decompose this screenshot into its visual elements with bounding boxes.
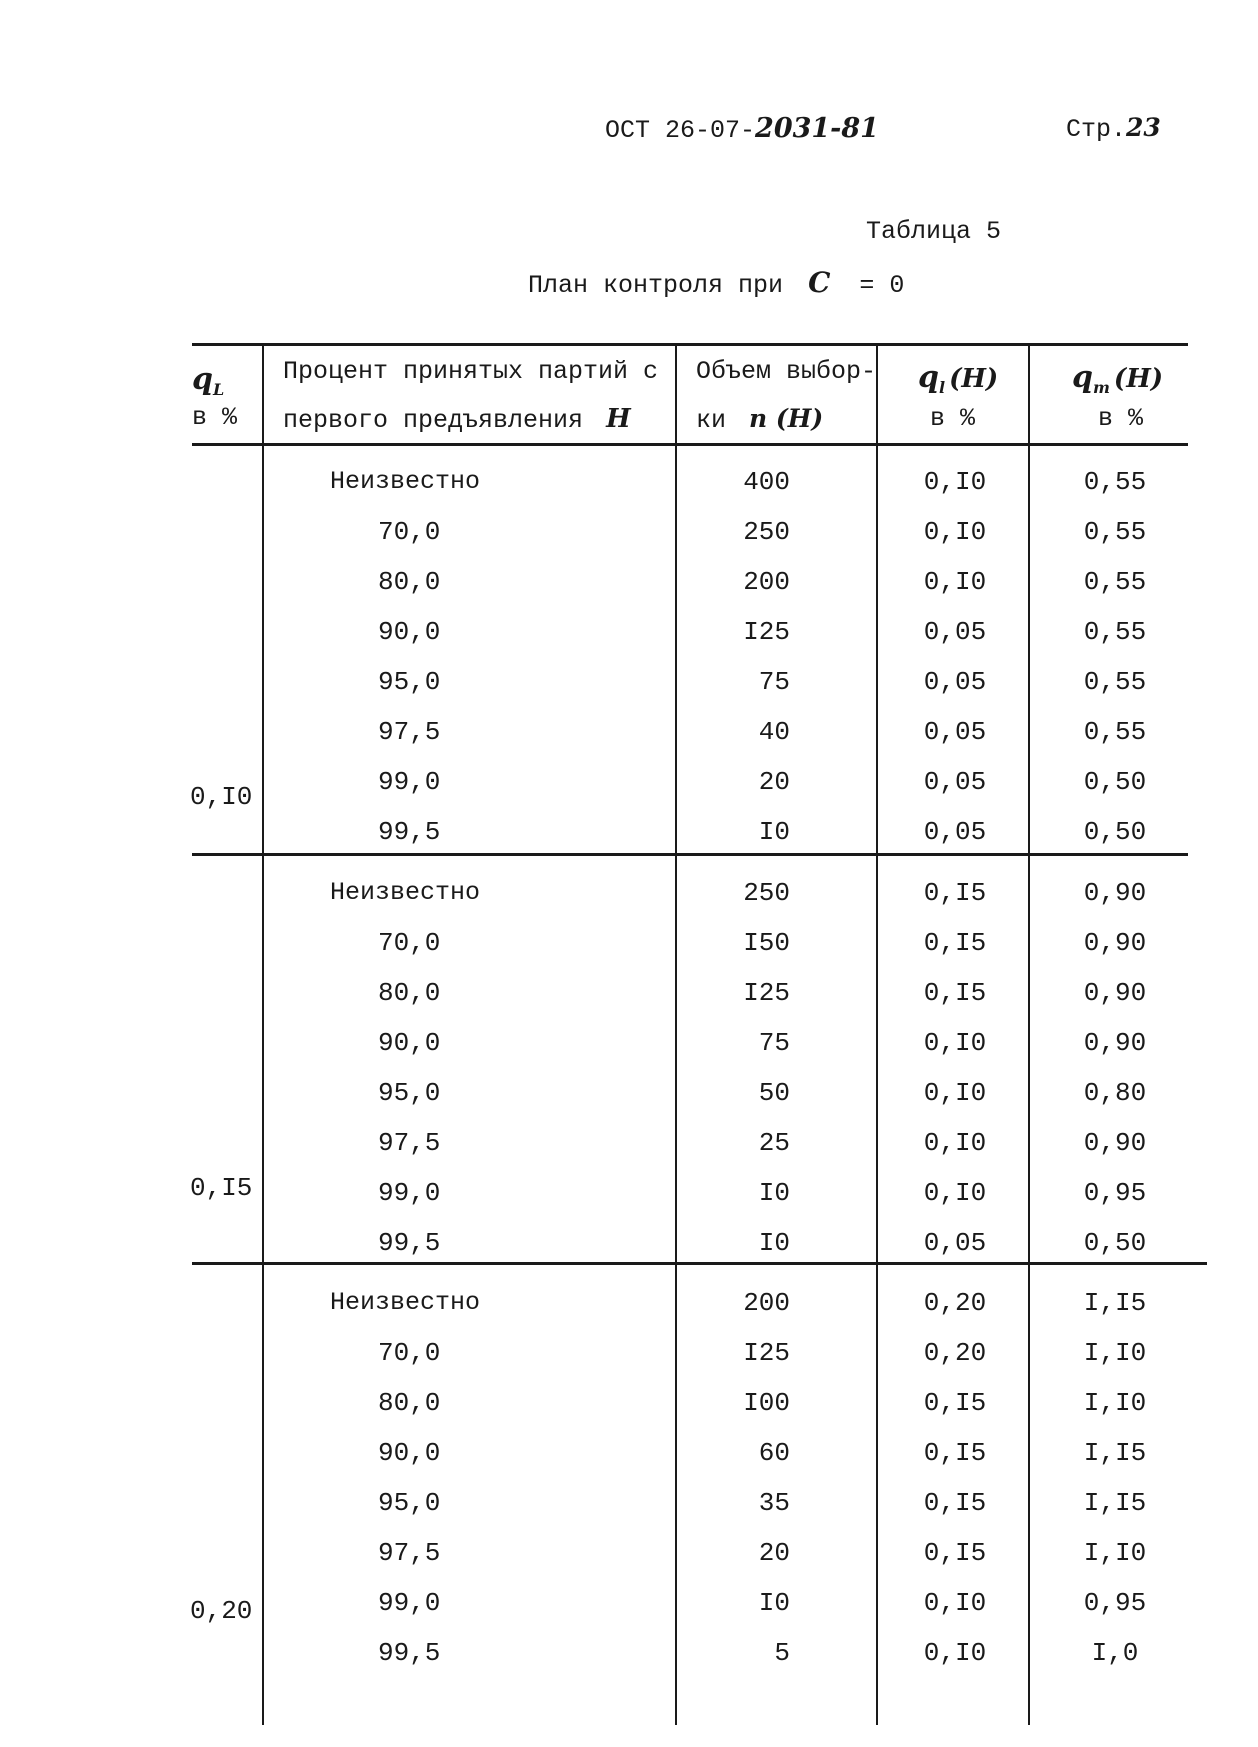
header-qlh-unit: в % bbox=[930, 404, 976, 433]
cell-acceptance-percent: 95,0 bbox=[378, 1078, 441, 1108]
header-sample-line2 bbox=[696, 404, 823, 435]
document-code-number: 2031-81 bbox=[755, 113, 879, 144]
cell-sample-size: I25 bbox=[743, 617, 790, 647]
group-divider bbox=[192, 853, 1188, 856]
cell-acceptance-percent: 80,0 bbox=[378, 1388, 441, 1418]
table-header-rule bbox=[192, 443, 1188, 446]
header-qmh bbox=[1072, 360, 1163, 397]
cell-qmh: 0,95 bbox=[1083, 1178, 1147, 1208]
cell-qmh: I,I5 bbox=[1083, 1288, 1147, 1318]
document-code-prefix: ОСТ 26-07- bbox=[605, 116, 756, 145]
cell-qlh: 0,I0 bbox=[923, 1638, 987, 1668]
cell-sample-size: I25 bbox=[743, 978, 790, 1008]
cell-qmh: 0,55 bbox=[1083, 567, 1147, 597]
cell-sample-size: I00 bbox=[743, 1388, 790, 1418]
cell-qlh: 0,I0 bbox=[923, 517, 987, 547]
cell-acceptance-percent: 99,0 bbox=[378, 767, 441, 797]
cell-qlh: 0,I0 bbox=[923, 1128, 987, 1158]
page-number-prefix: Стр. bbox=[1066, 115, 1127, 144]
cell-sample-size: 75 bbox=[758, 667, 790, 697]
cell-qlh: 0,I5 bbox=[923, 1488, 987, 1518]
plan-title bbox=[528, 266, 904, 300]
header-qmh-arg: (H) bbox=[1113, 364, 1164, 394]
cell-acceptance-percent: 95,0 bbox=[378, 1488, 441, 1518]
header-ql-subscript: L bbox=[212, 380, 225, 400]
cell-sample-size: 20 bbox=[758, 767, 790, 797]
header-percent-line2 bbox=[283, 404, 631, 435]
header-sample-variable: n (H) bbox=[749, 404, 824, 433]
cell-qlh: 0,05 bbox=[923, 767, 987, 797]
header-percent-line1: Процент принятых партий с bbox=[283, 357, 659, 386]
cell-qlh: 0,20 bbox=[923, 1288, 987, 1318]
cell-acceptance-percent: Неизвестно bbox=[330, 1288, 481, 1317]
column-rule bbox=[1028, 345, 1030, 1725]
cell-acceptance-percent: 97,5 bbox=[378, 717, 441, 747]
cell-acceptance-percent: 99,5 bbox=[378, 817, 441, 847]
cell-sample-size: I0 bbox=[758, 1588, 790, 1618]
column-rule bbox=[675, 345, 677, 1725]
cell-sample-size: 35 bbox=[758, 1488, 790, 1518]
cell-sample-size: 40 bbox=[758, 717, 790, 747]
cell-sample-size: 25 bbox=[758, 1128, 790, 1158]
header-qlh-symbol: q bbox=[918, 360, 939, 395]
cell-qlh: 0,I0 bbox=[923, 467, 987, 497]
cell-sample-size: 250 bbox=[743, 878, 790, 908]
cell-acceptance-percent: 99,5 bbox=[378, 1638, 441, 1668]
cell-qlh: 0,I0 bbox=[923, 567, 987, 597]
cell-qmh: I,I0 bbox=[1083, 1388, 1147, 1418]
cell-qmh: 0,50 bbox=[1083, 1228, 1147, 1258]
cell-qlh: 0,I0 bbox=[923, 1028, 987, 1058]
cell-qmh: I,I0 bbox=[1083, 1338, 1147, 1368]
cell-acceptance-percent: 70,0 bbox=[378, 928, 441, 958]
cell-qmh: 0,80 bbox=[1083, 1078, 1147, 1108]
group-ql-value: 0,I5 bbox=[190, 1173, 253, 1203]
cell-sample-size: I50 bbox=[743, 928, 790, 958]
header-ql bbox=[192, 362, 224, 399]
cell-qmh: I,I5 bbox=[1083, 1488, 1147, 1518]
cell-qlh: 0,20 bbox=[923, 1338, 987, 1368]
cell-sample-size: 50 bbox=[758, 1078, 790, 1108]
cell-acceptance-percent: 99,5 bbox=[378, 1228, 441, 1258]
cell-qlh: 0,05 bbox=[923, 1228, 987, 1258]
cell-qmh: 0,55 bbox=[1083, 617, 1147, 647]
plan-title-prefix: План контроля при bbox=[528, 271, 784, 300]
header-qmh-symbol: q bbox=[1072, 360, 1093, 395]
cell-sample-size: 200 bbox=[743, 567, 790, 597]
group-ql-value: 0,I0 bbox=[190, 782, 253, 812]
cell-acceptance-percent: 97,5 bbox=[378, 1128, 441, 1158]
cell-acceptance-percent: 70,0 bbox=[378, 517, 441, 547]
cell-sample-size: I0 bbox=[758, 1228, 790, 1258]
plan-title-suffix: = 0 bbox=[859, 271, 905, 300]
cell-sample-size: 20 bbox=[758, 1538, 790, 1568]
cell-acceptance-percent: 97,5 bbox=[378, 1538, 441, 1568]
cell-qmh: I,I0 bbox=[1083, 1538, 1147, 1568]
table-top-rule bbox=[192, 343, 1188, 346]
cell-qlh: 0,05 bbox=[923, 667, 987, 697]
header-qmh-unit: в % bbox=[1098, 404, 1144, 433]
cell-acceptance-percent: 95,0 bbox=[378, 667, 441, 697]
cell-qlh: 0,I5 bbox=[923, 928, 987, 958]
cell-qmh: 0,55 bbox=[1083, 667, 1147, 697]
cell-acceptance-percent: 99,0 bbox=[378, 1178, 441, 1208]
cell-acceptance-percent: 90,0 bbox=[378, 1438, 441, 1468]
cell-sample-size: 60 bbox=[758, 1438, 790, 1468]
cell-acceptance-percent: 99,0 bbox=[378, 1588, 441, 1618]
column-rule bbox=[262, 345, 264, 1725]
cell-qmh: 0,55 bbox=[1083, 517, 1147, 547]
group-ql-value: 0,20 bbox=[190, 1596, 253, 1626]
cell-qmh: 0,55 bbox=[1083, 467, 1147, 497]
cell-sample-size: 75 bbox=[758, 1028, 790, 1058]
page-number-value: 23 bbox=[1126, 113, 1161, 142]
cell-qmh: 0,50 bbox=[1083, 767, 1147, 797]
cell-qmh: 0,90 bbox=[1083, 928, 1147, 958]
cell-qmh: 0,50 bbox=[1083, 817, 1147, 847]
cell-sample-size: 400 bbox=[743, 467, 790, 497]
cell-qmh: 0,90 bbox=[1083, 1128, 1147, 1158]
cell-sample-size: 200 bbox=[743, 1288, 790, 1318]
cell-sample-size: 250 bbox=[743, 517, 790, 547]
header-sample-line1: Объем выбор- bbox=[696, 357, 877, 386]
cell-acceptance-percent: 90,0 bbox=[378, 1028, 441, 1058]
cell-acceptance-percent: Неизвестно bbox=[330, 467, 481, 496]
cell-qlh: 0,05 bbox=[923, 817, 987, 847]
cell-sample-size: 5 bbox=[774, 1638, 790, 1668]
cell-qlh: 0,I5 bbox=[923, 878, 987, 908]
cell-sample-size: I0 bbox=[758, 1178, 790, 1208]
header-percent-variable: H bbox=[606, 404, 631, 434]
cell-qlh: 0,I0 bbox=[923, 1178, 987, 1208]
header-ql-symbol: q bbox=[192, 362, 213, 397]
header-qlh-arg: (H) bbox=[949, 364, 999, 394]
cell-acceptance-percent: 90,0 bbox=[378, 617, 441, 647]
cell-qmh: 0,90 bbox=[1083, 978, 1147, 1008]
header-qlh bbox=[918, 360, 998, 397]
document-code bbox=[605, 113, 879, 145]
cell-acceptance-percent: 70,0 bbox=[378, 1338, 441, 1368]
cell-qmh: I,I5 bbox=[1083, 1438, 1147, 1468]
header-percent-text: первого предъявления bbox=[283, 406, 584, 435]
cell-qlh: 0,05 bbox=[923, 617, 987, 647]
header-sample-text: ки bbox=[696, 406, 727, 435]
cell-qlh: 0,I0 bbox=[923, 1078, 987, 1108]
cell-qlh: 0,I0 bbox=[923, 1588, 987, 1618]
header-qmh-subscript: m bbox=[1092, 378, 1110, 398]
cell-sample-size: I0 bbox=[758, 817, 790, 847]
cell-qlh: 0,I5 bbox=[923, 1538, 987, 1568]
cell-qlh: 0,I5 bbox=[923, 1438, 987, 1468]
table-label: Таблица 5 bbox=[866, 217, 1002, 246]
cell-qlh: 0,I5 bbox=[923, 1388, 987, 1418]
cell-qmh: I,0 bbox=[1091, 1638, 1139, 1668]
header-ql-unit: в % bbox=[192, 403, 238, 432]
group-divider bbox=[192, 1262, 1207, 1265]
cell-acceptance-percent: Неизвестно bbox=[330, 878, 481, 907]
header-qlh-subscript: l bbox=[938, 378, 946, 398]
page-number bbox=[1066, 113, 1161, 144]
cell-qlh: 0,I5 bbox=[923, 978, 987, 1008]
cell-acceptance-percent: 80,0 bbox=[378, 978, 441, 1008]
cell-qmh: 0,95 bbox=[1083, 1588, 1147, 1618]
cell-qlh: 0,05 bbox=[923, 717, 987, 747]
plan-title-variable: C bbox=[808, 266, 831, 299]
cell-acceptance-percent: 80,0 bbox=[378, 567, 441, 597]
cell-qmh: 0,55 bbox=[1083, 717, 1147, 747]
cell-qmh: 0,90 bbox=[1083, 878, 1147, 908]
cell-sample-size: I25 bbox=[743, 1338, 790, 1368]
column-rule bbox=[876, 345, 878, 1725]
cell-qmh: 0,90 bbox=[1083, 1028, 1147, 1058]
